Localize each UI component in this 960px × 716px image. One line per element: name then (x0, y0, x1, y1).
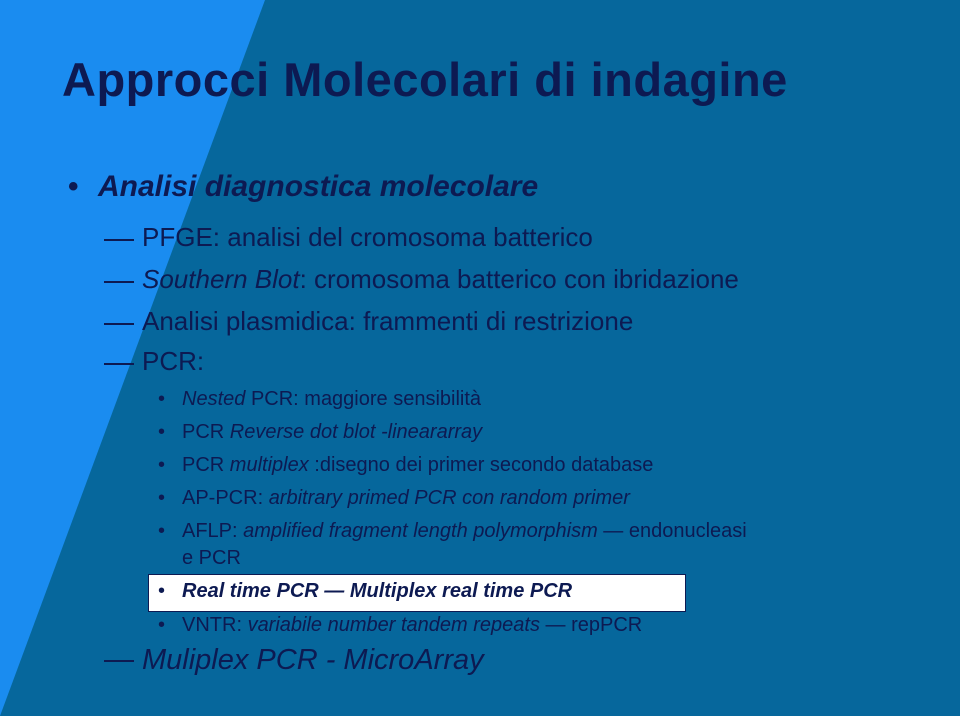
bullet-icon: • (158, 388, 166, 410)
bullet-icon: • (68, 170, 79, 203)
pcr-item-text: PCR: maggiore sensibilità (250, 388, 482, 410)
pcr-item-italic: Reverse dot blot -lineararray (229, 421, 483, 443)
bullet-icon: • (158, 520, 166, 542)
pcr-item-multiplex (158, 454, 653, 477)
dash-icon (104, 660, 134, 662)
pcr-item-italic: arbitrary primed PCR con random primer (268, 487, 630, 509)
pcr-item-prefix: PCR (182, 421, 230, 443)
dash-icon (104, 281, 134, 283)
pcr-item-prefix: AFLP: (182, 520, 244, 542)
dash-item-italic: Southern Blot (142, 264, 300, 294)
final-item-text: Muliplex PCR - MicroArray (142, 644, 484, 676)
pcr-item-aflp (158, 520, 747, 543)
dash-item-text: : cromosoma batterico con ibridazione (299, 264, 739, 294)
final-item (104, 644, 484, 677)
dash-item-pcr (104, 346, 204, 377)
main-bullet (68, 170, 538, 204)
dash-item-southern-blot (104, 264, 739, 295)
dash-icon (104, 323, 134, 325)
main-bullet-text: Analisi diagnostica molecolare (98, 170, 539, 203)
pcr-item-ap-pcr (158, 487, 630, 510)
dash-item-plasmid (104, 306, 633, 337)
pcr-item-text: e PCR (182, 547, 241, 569)
pcr-item-prefix: PCR (182, 454, 230, 476)
pcr-item-vntr (158, 614, 642, 637)
pcr-item-italic: multiplex (229, 454, 315, 476)
pcr-item-prefix: VNTR: (182, 614, 248, 636)
slide-title: Approcci Molecolari di indagine (62, 53, 788, 106)
bullet-icon: • (158, 421, 166, 443)
dash-icon (104, 239, 134, 241)
dash-item-pfge (104, 222, 593, 253)
pcr-item-reverse-dot-blot (158, 421, 482, 444)
pcr-item-bold-italic: Real time PCR — Multiplex real time PCR (182, 580, 573, 602)
dash-item-text: Analisi plasmidica: frammenti di restrizione (142, 306, 634, 336)
pcr-item-aflp-continued (182, 547, 241, 570)
dash-item-text: PCR: (142, 346, 205, 376)
bullet-icon: • (158, 454, 166, 476)
pcr-item-text: — repPCR (539, 614, 643, 636)
pcr-item-italic: Nested (182, 388, 251, 410)
pcr-item-italic: variabile number tandem repeats (247, 614, 540, 636)
pcr-item-nested (158, 388, 481, 411)
dash-item-text: PFGE: analisi del cromosoma batterico (142, 222, 593, 252)
pcr-item-text: :disegno dei primer secondo database (314, 454, 654, 476)
pcr-item-italic: amplified fragment length polymorphism (243, 520, 598, 542)
bullet-icon: • (158, 487, 166, 509)
dash-icon (104, 363, 134, 365)
pcr-item-real-time (158, 580, 572, 603)
pcr-item-prefix: AP-PCR: (182, 487, 269, 509)
bullet-icon: • (158, 614, 166, 636)
pcr-item-text: — endonucleasi (597, 520, 747, 542)
bullet-icon: • (158, 580, 166, 602)
